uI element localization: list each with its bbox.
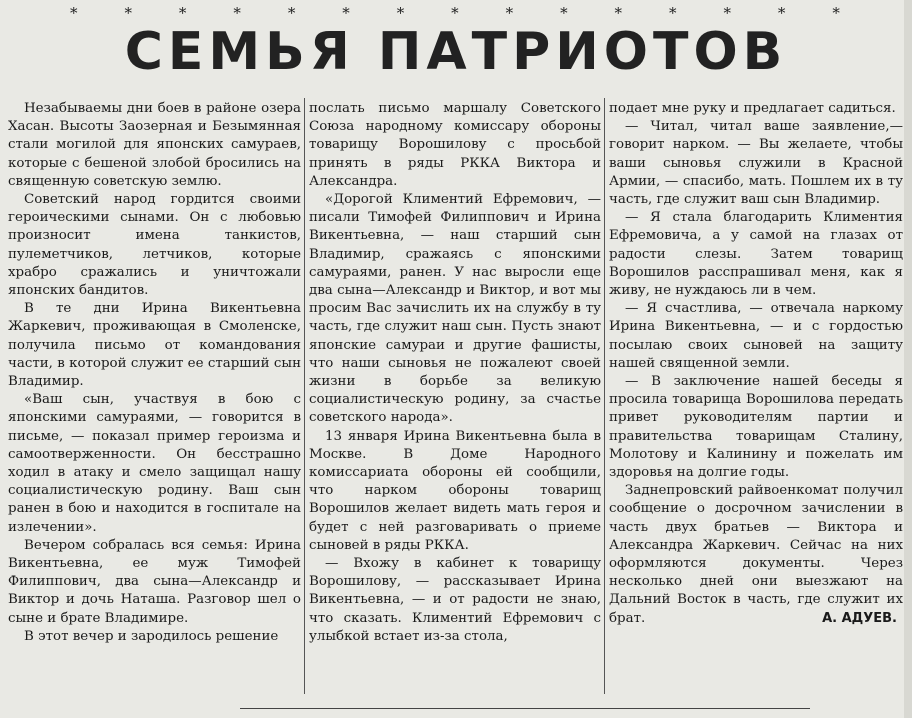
paragraph: Вечером собралась вся семья: Ирина Викентьевна, ее муж Тимофей Филиппович, два сына—Александр и Виктор и дочь Наташа. Разговор шел о сыне и брате Владимире.	[8, 537, 301, 626]
paragraph: — Я стала благодарить Климентия Ефремовича, а у самой на глазах от радости слезы. Затем товарищ Ворошилов расспрашивал меня, как я живу, не нуждаюсь ли в чем.	[609, 210, 903, 299]
paragraph: «Дорогой Климентий Ефремович, — писали Тимофей Филиппович и Ирина Викентьевна, — наш старший сын Владимир, сражаясь с японскими самураями, ранен. У нас выросли еще два сына—Александр и Виктор, и вот мы просим Вас зачислить их на службу в ту часть, где служит наш сын. Пусть знают японские самураи и другие фашисты, что наши сыновья не пожалеют своей жизни в борьбе за великую социалистическую родину, за счастье советского народа».	[309, 192, 601, 426]
page-edge	[904, 0, 912, 718]
paragraph: 13 января Ирина Викентьевна была в Москве. В Доме Народного комиссариата обороны ей сообщили, что нарком обороны товарищ Ворошилов желает видеть мать героя и будет с ней разговаривать о приеме сыновей в ряды РККА.	[309, 428, 601, 553]
star-ornament: *	[832, 4, 840, 22]
star-ornament: *	[614, 4, 623, 22]
paragraph: — Я счастлива, — отвечала наркому Ирина Викентьевна, — и с гордостью посылаю своих сыновей на защиту нашей священной земли.	[609, 301, 903, 371]
paragraph: Незабываемы дни боев в районе озера Хасан. Высоты Заозерная и Безымянная стали могилой для японских самураев, которые с бешеной злобой бросились на священную советскую землю.	[8, 101, 301, 189]
star-ornament: *	[178, 4, 187, 22]
paragraph: Заднепровский райвоенкомат получил сообщение о досрочном зачислении в часть двух братьев — Виктора и Александра Жаркевич. Сейчас на них оформляются документы. Через несколько дней они выезжают на Дальний Восток в часть, где служит их брат.	[609, 483, 903, 626]
bottom-divider	[240, 708, 810, 709]
star-ornament: *	[287, 4, 296, 22]
paragraph: — Вхожу в кабинет к товарищу Ворошилову, — рассказывает Ирина Викентьевна, — и от радости не знаю, что сказать. Климентий Ефремович с улыбкой встает из-за стола,	[309, 556, 601, 644]
star-ornament: *	[451, 4, 459, 22]
star-ornament: *	[505, 4, 514, 22]
star-ornament: *	[342, 4, 350, 22]
star-ornament: *	[396, 4, 405, 22]
paragraph: подает мне руку и предлагает садиться.	[609, 101, 896, 116]
paragraph: послать письмо маршалу Советского Союза народному комиссару обороны товарищу Ворошилову с просьбой принять в ряды РККА Виктора и Александра.	[309, 101, 601, 189]
article-headline: СЕМЬЯ ПАТРИОТОВ	[124, 22, 788, 82]
paragraph: В те дни Ирина Викентьевна Жаркевич, проживающая в Смоленске, получила письмо от командования части, в которой служит ее старший сын Владимир.	[8, 301, 301, 390]
column-divider	[604, 98, 605, 694]
paragraph: — В заключение нашей беседы я просила товарища Ворошилова передать привет руководителям партии и правительства товарищам Сталину, Молотову и Калинину и пожелать им здоровья на долгие годы.	[609, 374, 903, 481]
article-column-3	[609, 100, 903, 628]
star-ornament: *	[124, 4, 132, 22]
star-ornament: *	[668, 4, 677, 22]
star-ornament: *	[560, 4, 568, 22]
star-ornament: *	[777, 4, 786, 22]
article-column-1	[8, 100, 301, 646]
star-ornament: *	[233, 4, 241, 22]
column-divider	[304, 98, 305, 694]
paragraph: В этот вечер и зародилось решение	[24, 628, 279, 644]
star-ornament: *	[70, 4, 78, 22]
article-column-2	[309, 100, 601, 646]
paragraph: Советский народ гордится своими героическими сынами. Он с любовью произносит имена танкистов, пулеметчиков, летчиков, которые храбро сражались и уничтожали японских бандитов.	[8, 192, 301, 299]
paragraph: — Читал, читал ваше заявление,— говорит нарком. — Вы желаете, чтобы ваши сыновья служили в Красной Армии, — спасибо, мать. Пошлем их в ту часть, где служит ваш сын Владимир.	[609, 119, 903, 208]
paragraph: «Ваш сын, участвуя в бою с японскими самураями, — говорится в письме, — показал пример героизма и самоотверженности. Он бесстрашно ходил в атаку и смело защищал нашу социалистическую родину. Ваш сын ранен в бою и находится в госпитале на излечении».	[8, 392, 301, 535]
star-ornament: *	[723, 4, 731, 22]
author-signature: А. АДУЕВ.	[822, 610, 897, 626]
